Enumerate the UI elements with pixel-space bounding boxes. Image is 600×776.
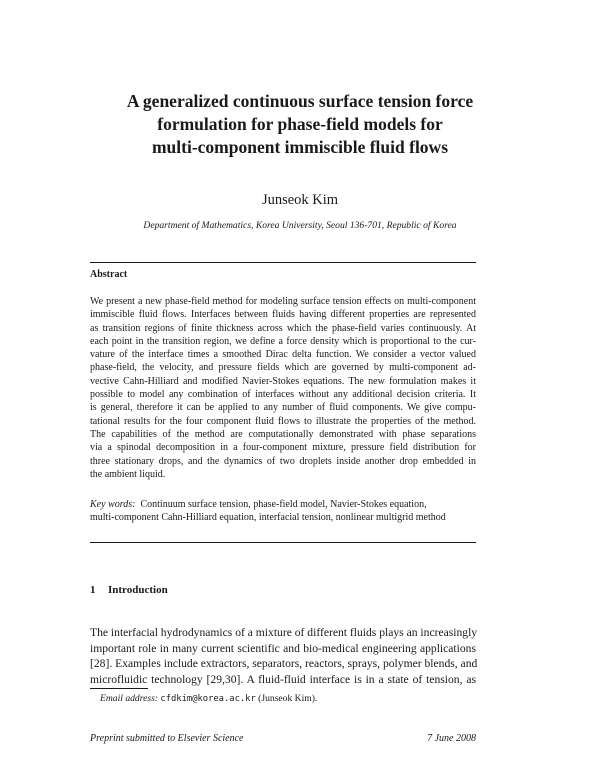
keywords-label: Key words:: [90, 499, 136, 510]
abstract-line: as transition regions of finite thickness across which the phase-field varies continuously. At: [90, 322, 476, 334]
footer-preprint: Preprint submitted to Elsevier Science: [90, 733, 244, 744]
abstract-heading: Abstract: [90, 269, 128, 280]
title-line: A generalized continuous surface tension force: [126, 91, 474, 111]
abstract-line: each point in the transition region, we define a force density which is proportional to the cur-: [90, 335, 476, 347]
footer-date: 7 June 2008: [427, 733, 476, 744]
intro-line: [28]. Examples include extractors, separators, reactors, sprays, polymer blends, and: [90, 657, 478, 670]
keywords-text: Continuum surface tension, phase-field model, Navier-Stokes equation,: [140, 499, 427, 510]
abstract-line: tational results for the four component fluid flows to illustrate the properties of the method.: [90, 415, 476, 427]
section-heading: [90, 584, 168, 596]
keywords-line: multi-component Cahn-Hilliard equation, interfacial tension, nonlinear multigrid method: [90, 512, 446, 524]
abstract-body: [90, 295, 476, 481]
footnote-name: (Junseok Kim).: [258, 693, 318, 704]
section-number: 1: [90, 584, 96, 596]
footnote: [100, 693, 317, 704]
introduction-body: [90, 625, 476, 687]
keywords-line: [90, 498, 476, 511]
abstract-line: The capabilities of the method are computationally demonstrated with phase separations: [90, 428, 476, 440]
section-title: Introduction: [108, 584, 168, 596]
footnote-label: Email address:: [100, 693, 159, 704]
abstract-line: via a spinodal decomposition in a four-component mixture, pressure field distribution for: [90, 442, 476, 454]
abstract-line: the ambient liquid.: [90, 468, 166, 480]
abstract-line: immiscible fluid flows. Interfaces between fluids having different properties are represented: [90, 309, 476, 321]
keywords: [90, 498, 476, 525]
abstract-line: three stationary drops, and the dynamics of two droplets inside another drop embedded in: [90, 455, 476, 467]
intro-line: The interfacial hydrodynamics of a mixture of different fluids plays an increasingly: [90, 626, 478, 639]
intro-line: important role in many current scientific and bio-medical engineering applications: [90, 641, 476, 655]
abstract-line: phase-field, the velocity, and pressure fields which are governed by multi-component ad-: [90, 362, 476, 374]
abstract-line: vature of the interface times a smoothed Dirac delta function. We consider a vector valued: [90, 349, 476, 361]
footnote-email[interactable]: cfdkim@korea.ac.kr: [160, 694, 256, 704]
abstract-line: possible to model any combination of interfaces without any additional decision criteria. It: [90, 389, 476, 401]
title-line: multi-component immiscible fluid flows: [151, 137, 449, 157]
abstract-line: vective Cahn-Hilliard and modified Navier-Stokes equations. The new formulation makes it: [90, 375, 476, 387]
author-affiliation: Department of Mathematics, Korea University, Seoul 136-701, Republic of Korea: [143, 220, 457, 231]
intro-line: microfluidic technology [29,30]. A fluid-fluid interface is in a state of tension, as: [90, 672, 476, 686]
footnote-rule: [90, 688, 148, 689]
paper-title: [90, 90, 510, 159]
title-line: formulation for phase-field models for: [157, 114, 443, 134]
abstract-line: is general, therefore it can be applied to any number of fluid components. We give compu-: [90, 402, 476, 414]
page-footer: [90, 733, 476, 744]
author-name: Junseok Kim: [261, 192, 339, 208]
abstract-top-rule: [90, 262, 476, 263]
abstract-bottom-rule: [90, 542, 476, 543]
abstract-line: We present a new phase-field method for modeling surface tension effects on multi-component: [90, 296, 476, 307]
